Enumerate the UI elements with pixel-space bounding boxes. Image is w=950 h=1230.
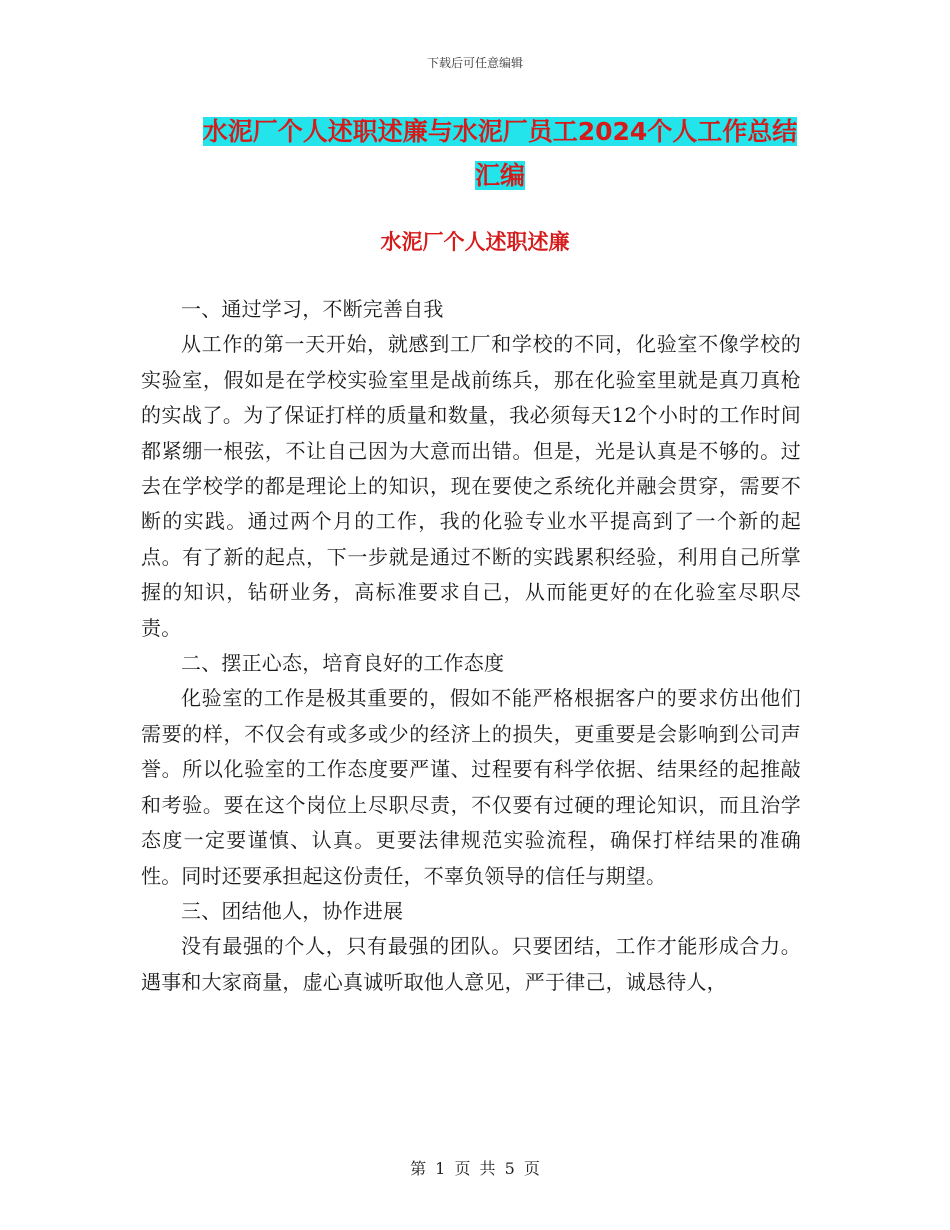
heading-2: 二、摆正心态，培育良好的工作态度 — [181, 651, 505, 676]
page-header: 下载后可任意编辑 — [426, 56, 523, 70]
heading-3: 三、团结他人，协作进展 — [181, 898, 404, 923]
paragraph: 没有最强的个人，只有最强的团队。只要团结，工作才能形成合力。遇事和大家商量，虚心真诚听取他人意见，严于律己，诚恳待人， — [141, 934, 801, 994]
document-body — [141, 292, 801, 1000]
heading-1: 一、通过学习，不断完善自我 — [181, 297, 444, 321]
page-footer: 第 1 页 共 5 页 — [410, 1159, 540, 1178]
title-line-2: 汇编 — [474, 161, 525, 190]
paragraph: 化验室的工作是极其重要的，假如不能严格根据客户的要求仿出他们需要的样，不仅会有或多或少的经济上的损失，更重要是会影响到公司声誉。所以化验室的工作态度要严谨、过程要有科学依据、结果经的起推敲和考验。要在这个岗位上尽职尽责，不仅要有过硬的理论知识，而且治学态度一定要谨慎、认真。更要法律规范实验流程，确保打样结果的准确性。同时还要承担起这份责任，不辜负领导的信任与期望。 — [141, 686, 801, 888]
title-line-1: 水泥厂个人述职述廉与水泥厂员工2024个人工作总结 — [202, 117, 798, 146]
document-title — [140, 110, 860, 198]
paragraph: 从工作的第一天开始，就感到工厂和学校的不同，化验室不像学校的实验室，假如是在学校实验室里是战前练兵，那在化验室里就是真刀真枪的实战了。为了保证打样的质量和数量，我必须每天12个小时的工作时间都紧绷一根弦，不让自己因为大意而出错。但是，光是认真是不够的。过去在学校学的都是理论上的知识，现在要使之系统化并融会贯穿，需要不断的实践。通过两个月的工作，我的化验专业水平提高到了一个新的起点。有了新的起点，下一步就是通过不断的实践累积经验，利用自己所掌握的知识，钻研业务，高标准要求自己，从而能更好的在化验室尽职尽责。 — [141, 332, 801, 640]
section-title: 水泥厂个人述职述廉 — [380, 230, 570, 254]
